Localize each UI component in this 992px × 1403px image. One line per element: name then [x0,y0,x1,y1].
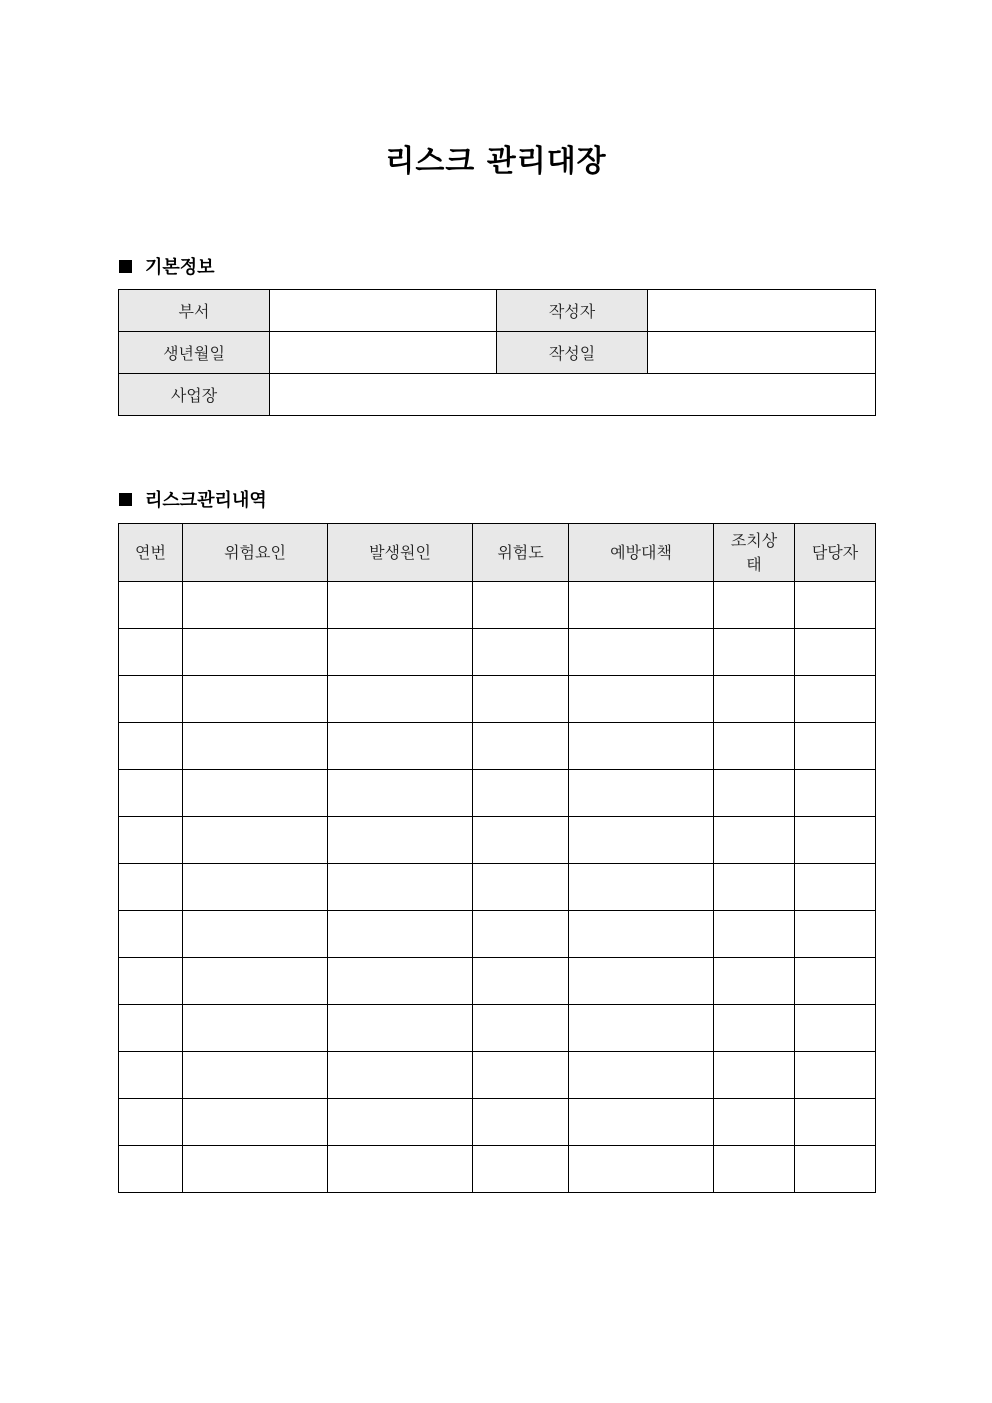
cell-risk-level[interactable] [473,1052,569,1099]
cell-cause[interactable] [328,817,473,864]
cell-cause[interactable] [328,911,473,958]
risk-log-section-title [119,486,267,512]
cell-serial[interactable] [119,676,183,723]
author-label: 작성자 [497,290,648,332]
risk-log-body [119,582,876,1193]
cell-prevention[interactable] [569,723,714,770]
cell-owner[interactable] [795,1146,876,1193]
cell-serial[interactable] [119,723,183,770]
cell-action-status[interactable] [714,911,795,958]
cell-action-status[interactable] [714,958,795,1005]
cell-risk-factor[interactable] [183,817,328,864]
cell-risk-level[interactable] [473,582,569,629]
cell-serial[interactable] [119,911,183,958]
cell-risk-factor[interactable] [183,676,328,723]
author-field[interactable] [648,290,876,332]
table-row [119,629,876,676]
cell-risk-level[interactable] [473,1146,569,1193]
table-row [119,374,876,416]
cell-risk-factor[interactable] [183,911,328,958]
cell-cause[interactable] [328,629,473,676]
cell-cause[interactable] [328,582,473,629]
cell-prevention[interactable] [569,864,714,911]
document-title: 리스크 관리대장 [385,144,607,179]
birthdate-label: 생년월일 [119,332,270,374]
cell-prevention[interactable] [569,676,714,723]
cell-risk-factor[interactable] [183,770,328,817]
cell-risk-level[interactable] [473,629,569,676]
cell-risk-factor[interactable] [183,1146,328,1193]
cell-risk-factor[interactable] [183,1005,328,1052]
cell-owner[interactable] [795,1099,876,1146]
cell-owner[interactable] [795,676,876,723]
cell-risk-factor[interactable] [183,1052,328,1099]
square-bullet-icon [119,493,132,506]
cell-serial[interactable] [119,1099,183,1146]
birthdate-field[interactable] [270,332,497,374]
column-header-risk-factor: 위험요인 [183,524,328,582]
cell-owner[interactable] [795,911,876,958]
cell-risk-level[interactable] [473,958,569,1005]
cell-prevention[interactable] [569,958,714,1005]
cell-owner[interactable] [795,582,876,629]
cell-serial[interactable] [119,817,183,864]
cell-action-status[interactable] [714,1099,795,1146]
cell-prevention[interactable] [569,911,714,958]
table-row [119,770,876,817]
cell-risk-level[interactable] [473,911,569,958]
cell-action-status[interactable] [714,676,795,723]
cell-risk-level[interactable] [473,723,569,770]
cell-owner[interactable] [795,958,876,1005]
basic-info-table [118,289,876,416]
department-field[interactable] [270,290,497,332]
cell-owner[interactable] [795,629,876,676]
cell-risk-level[interactable] [473,770,569,817]
cell-owner[interactable] [795,723,876,770]
table-row [119,958,876,1005]
cell-cause[interactable] [328,864,473,911]
cell-prevention[interactable] [569,1052,714,1099]
table-row [119,1052,876,1099]
cell-prevention[interactable] [569,1099,714,1146]
cell-risk-factor[interactable] [183,582,328,629]
risk-log-heading: 리스크관리내역 [145,490,267,511]
column-header-prevention: 예방대책 [569,524,714,582]
cell-action-status[interactable] [714,1005,795,1052]
table-row [119,911,876,958]
column-header-serial: 연번 [119,524,183,582]
table-row [119,723,876,770]
cell-owner[interactable] [795,770,876,817]
cell-cause[interactable] [328,723,473,770]
cell-owner[interactable] [795,1005,876,1052]
cell-owner[interactable] [795,864,876,911]
cell-action-status[interactable] [714,723,795,770]
cell-action-status[interactable] [714,770,795,817]
cell-serial[interactable] [119,629,183,676]
column-header-action-status: 조치상태 [714,524,795,582]
cell-serial[interactable] [119,770,183,817]
cell-serial[interactable] [119,1052,183,1099]
cell-action-status[interactable] [714,817,795,864]
table-header-row [119,524,876,582]
square-bullet-icon [119,260,132,273]
cell-risk-level[interactable] [473,1005,569,1052]
cell-risk-factor[interactable] [183,723,328,770]
cell-action-status[interactable] [714,864,795,911]
cell-risk-factor[interactable] [183,629,328,676]
table-row [119,676,876,723]
table-row [119,1005,876,1052]
workplace-field[interactable] [270,374,876,416]
table-row [119,582,876,629]
cell-cause[interactable] [328,676,473,723]
cell-owner[interactable] [795,817,876,864]
written-date-label: 작성일 [497,332,648,374]
cell-risk-factor[interactable] [183,1099,328,1146]
cell-owner[interactable] [795,1052,876,1099]
cell-action-status[interactable] [714,629,795,676]
cell-risk-level[interactable] [473,676,569,723]
workplace-label: 사업장 [119,374,270,416]
table-row [119,332,876,374]
cell-action-status[interactable] [714,1052,795,1099]
cell-cause[interactable] [328,770,473,817]
cell-serial[interactable] [119,1146,183,1193]
cell-prevention[interactable] [569,817,714,864]
basic-info-section-title [119,253,215,279]
cell-prevention[interactable] [569,770,714,817]
cell-prevention[interactable] [569,1005,714,1052]
cell-risk-level[interactable] [473,817,569,864]
cell-prevention[interactable] [569,1146,714,1193]
cell-action-status[interactable] [714,582,795,629]
cell-cause[interactable] [328,1005,473,1052]
column-header-owner: 담당자 [795,524,876,582]
cell-prevention[interactable] [569,629,714,676]
column-header-risk-level: 위험도 [473,524,569,582]
table-row [119,817,876,864]
cell-risk-factor[interactable] [183,864,328,911]
table-row [119,290,876,332]
written-date-field[interactable] [648,332,876,374]
cell-cause[interactable] [328,958,473,1005]
basic-info-heading: 기본정보 [145,257,215,278]
cell-prevention[interactable] [569,582,714,629]
department-label: 부서 [119,290,270,332]
cell-risk-level[interactable] [473,1099,569,1146]
cell-serial[interactable] [119,1005,183,1052]
table-row [119,864,876,911]
cell-serial[interactable] [119,958,183,1005]
cell-cause[interactable] [328,1052,473,1099]
cell-serial[interactable] [119,582,183,629]
table-row [119,1146,876,1193]
table-row [119,1099,876,1146]
cell-risk-factor[interactable] [183,958,328,1005]
column-header-cause: 발생원인 [328,524,473,582]
cell-cause[interactable] [328,1099,473,1146]
cell-cause[interactable] [328,1146,473,1193]
cell-action-status[interactable] [714,1146,795,1193]
risk-log-table [118,523,876,1193]
cell-serial[interactable] [119,864,183,911]
cell-risk-level[interactable] [473,864,569,911]
